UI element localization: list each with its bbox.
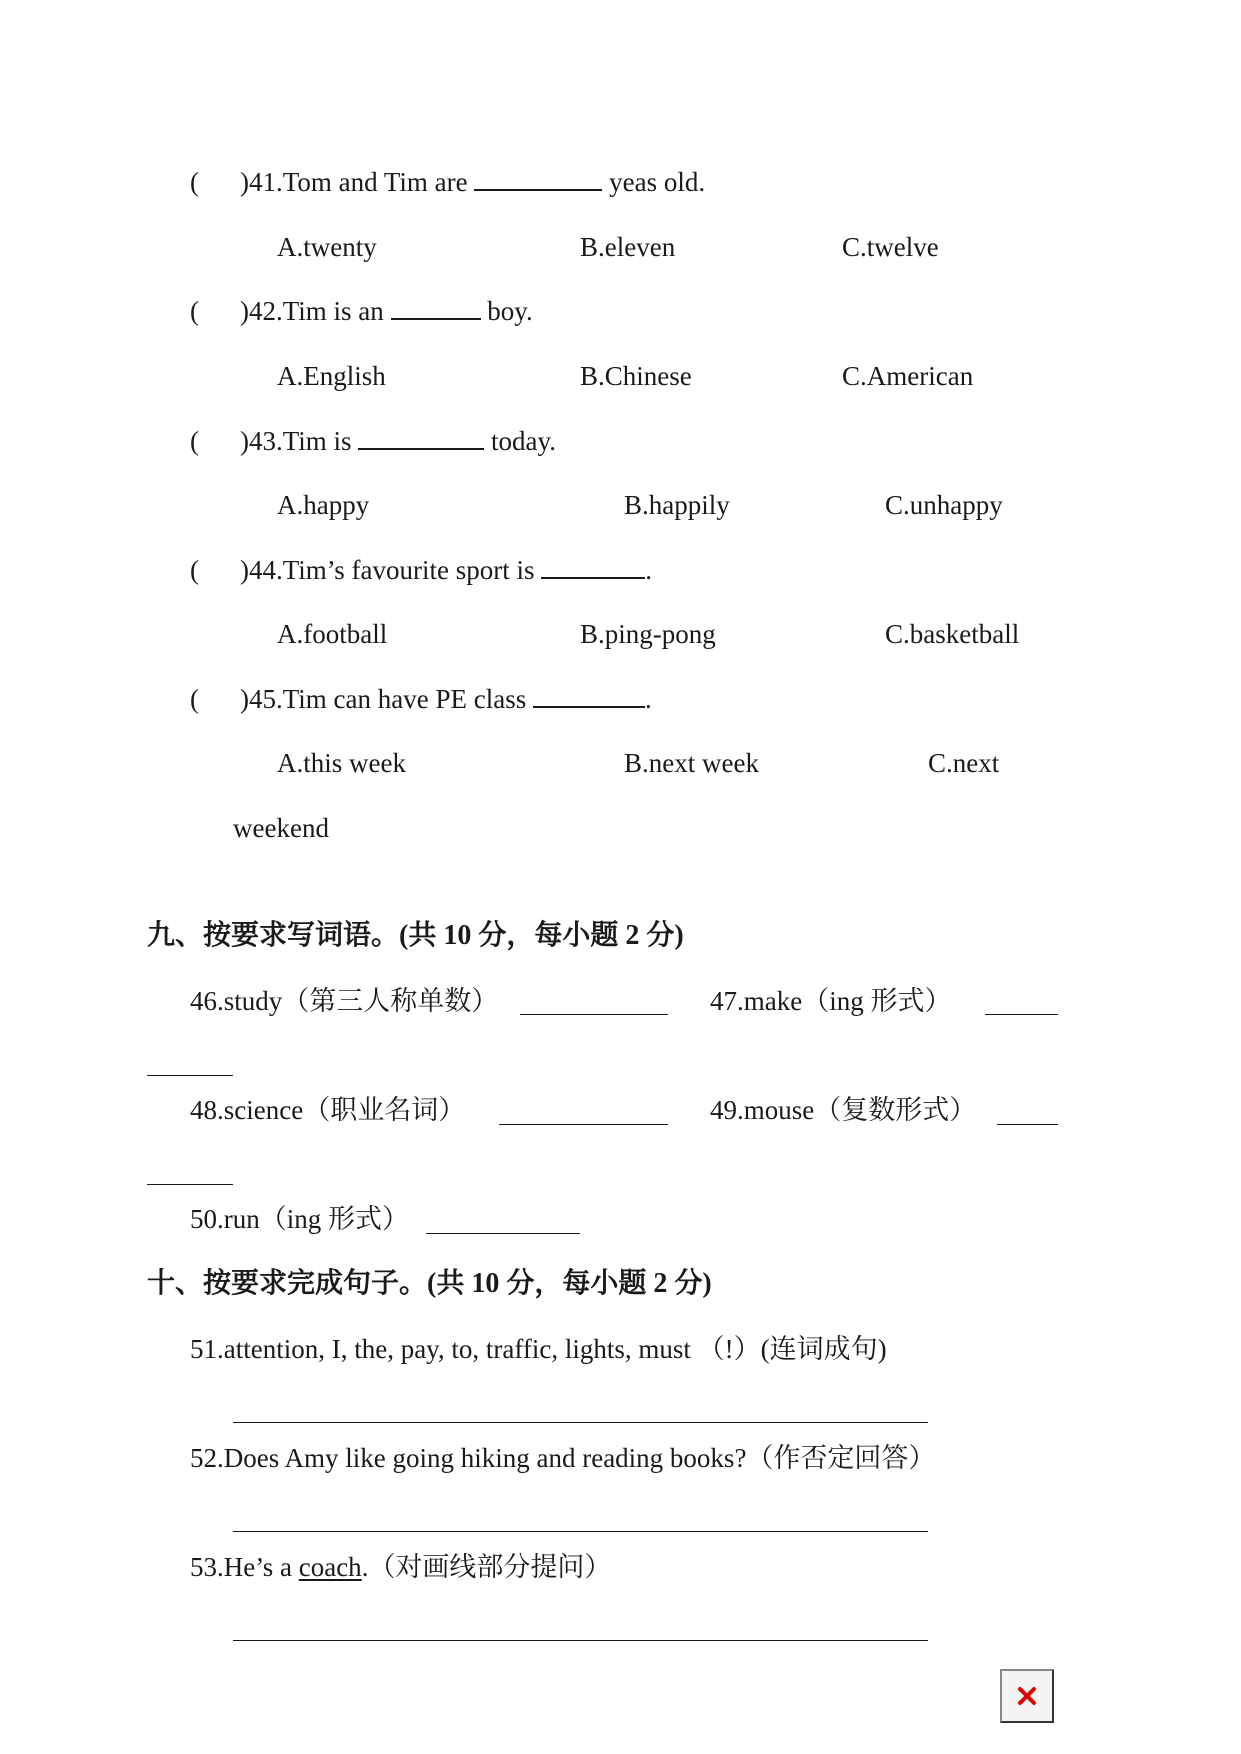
question-52: 52.Does Amy like going hiking and reading books?（作否定回答） bbox=[190, 1443, 936, 1473]
question-53 bbox=[190, 1551, 611, 1583]
option-b: B.next week bbox=[624, 748, 759, 778]
option-a: A.happy bbox=[277, 490, 370, 520]
section-9-heading: 九、按要求写词语。(共 10 分，每小题 2 分) bbox=[147, 920, 684, 951]
option-c: C.American bbox=[842, 361, 974, 391]
option-b: B.eleven bbox=[580, 232, 676, 262]
question-stem: )42.Tim is an bbox=[240, 296, 384, 326]
question-stem: )43.Tim is bbox=[240, 426, 352, 456]
option-b: B.ping-pong bbox=[580, 619, 716, 649]
option-b: B.Chinese bbox=[580, 361, 692, 391]
question-stem: 53.He’s a bbox=[190, 1552, 292, 1582]
answer-paren: ( bbox=[190, 555, 199, 585]
question-44 bbox=[240, 554, 652, 586]
answer-blank[interactable] bbox=[474, 169, 602, 191]
answer-line-50[interactable] bbox=[426, 1233, 580, 1234]
option-c: C.basketball bbox=[885, 619, 1020, 649]
answer-paren: ( bbox=[190, 167, 199, 197]
question-43 bbox=[240, 425, 556, 457]
question-stem-end: yeas old. bbox=[609, 167, 706, 197]
answer-line-48[interactable] bbox=[499, 1124, 668, 1125]
answer-blank[interactable] bbox=[533, 686, 645, 708]
answer-line-53[interactable] bbox=[233, 1640, 928, 1641]
answer-line-47[interactable] bbox=[985, 1014, 1058, 1015]
option-a: A.football bbox=[277, 619, 388, 649]
question-51: 51.attention, I, the, pay, to, traffic, lights, must （!）(连词成句) bbox=[190, 1334, 887, 1364]
section-10-heading: 十、按要求完成句子。(共 10 分，每小题 2 分) bbox=[147, 1268, 712, 1299]
answer-line-51[interactable] bbox=[233, 1422, 928, 1423]
question-stem-end: boy. bbox=[487, 296, 533, 326]
answer-blank[interactable] bbox=[358, 428, 484, 450]
option-a: A.English bbox=[277, 361, 386, 391]
answer-paren: ( bbox=[190, 426, 199, 456]
question-stem: )45.Tim can have PE class bbox=[240, 684, 527, 714]
question-stem: )44.Tim’s favourite sport is bbox=[240, 555, 535, 585]
question-41 bbox=[240, 166, 705, 198]
question-47: 47.make（ing 形式） bbox=[710, 986, 952, 1016]
question-stem-end: . bbox=[645, 555, 653, 585]
option-c: C.next bbox=[928, 748, 1000, 778]
answer-line-49-continued[interactable] bbox=[147, 1184, 233, 1185]
question-instruction: .（对画线部分提问） bbox=[361, 1552, 612, 1582]
question-stem-end: today. bbox=[491, 426, 557, 456]
question-stem: )41.Tom and Tim are bbox=[240, 167, 468, 197]
broken-image-icon bbox=[1000, 1669, 1054, 1723]
answer-line-52[interactable] bbox=[233, 1531, 928, 1532]
option-a: A.twenty bbox=[277, 232, 377, 262]
answer-line-46[interactable] bbox=[520, 1014, 668, 1015]
answer-blank[interactable] bbox=[391, 298, 481, 320]
question-46: 46.study（第三人称单数） bbox=[190, 986, 499, 1016]
close-icon bbox=[1014, 1683, 1040, 1709]
answer-line-49[interactable] bbox=[997, 1124, 1058, 1125]
question-stem-end: . bbox=[644, 684, 652, 714]
option-c-continued: weekend bbox=[233, 813, 329, 843]
question-49: 49.mouse（复数形式） bbox=[710, 1095, 977, 1125]
option-c: C.twelve bbox=[842, 232, 939, 262]
answer-paren: ( bbox=[190, 296, 199, 326]
option-c: C.unhappy bbox=[885, 490, 1003, 520]
question-50: 50.run（ing 形式） bbox=[190, 1204, 409, 1234]
answer-blank[interactable] bbox=[541, 557, 645, 579]
option-a: A.this week bbox=[277, 748, 406, 778]
answer-paren: ( bbox=[190, 684, 199, 714]
option-b: B.happily bbox=[624, 490, 730, 520]
question-45 bbox=[240, 683, 652, 715]
question-42 bbox=[240, 295, 533, 327]
underlined-word: coach bbox=[298, 1552, 362, 1582]
answer-line-47-continued[interactable] bbox=[147, 1075, 233, 1076]
question-48: 48.science（职业名词） bbox=[190, 1095, 466, 1125]
